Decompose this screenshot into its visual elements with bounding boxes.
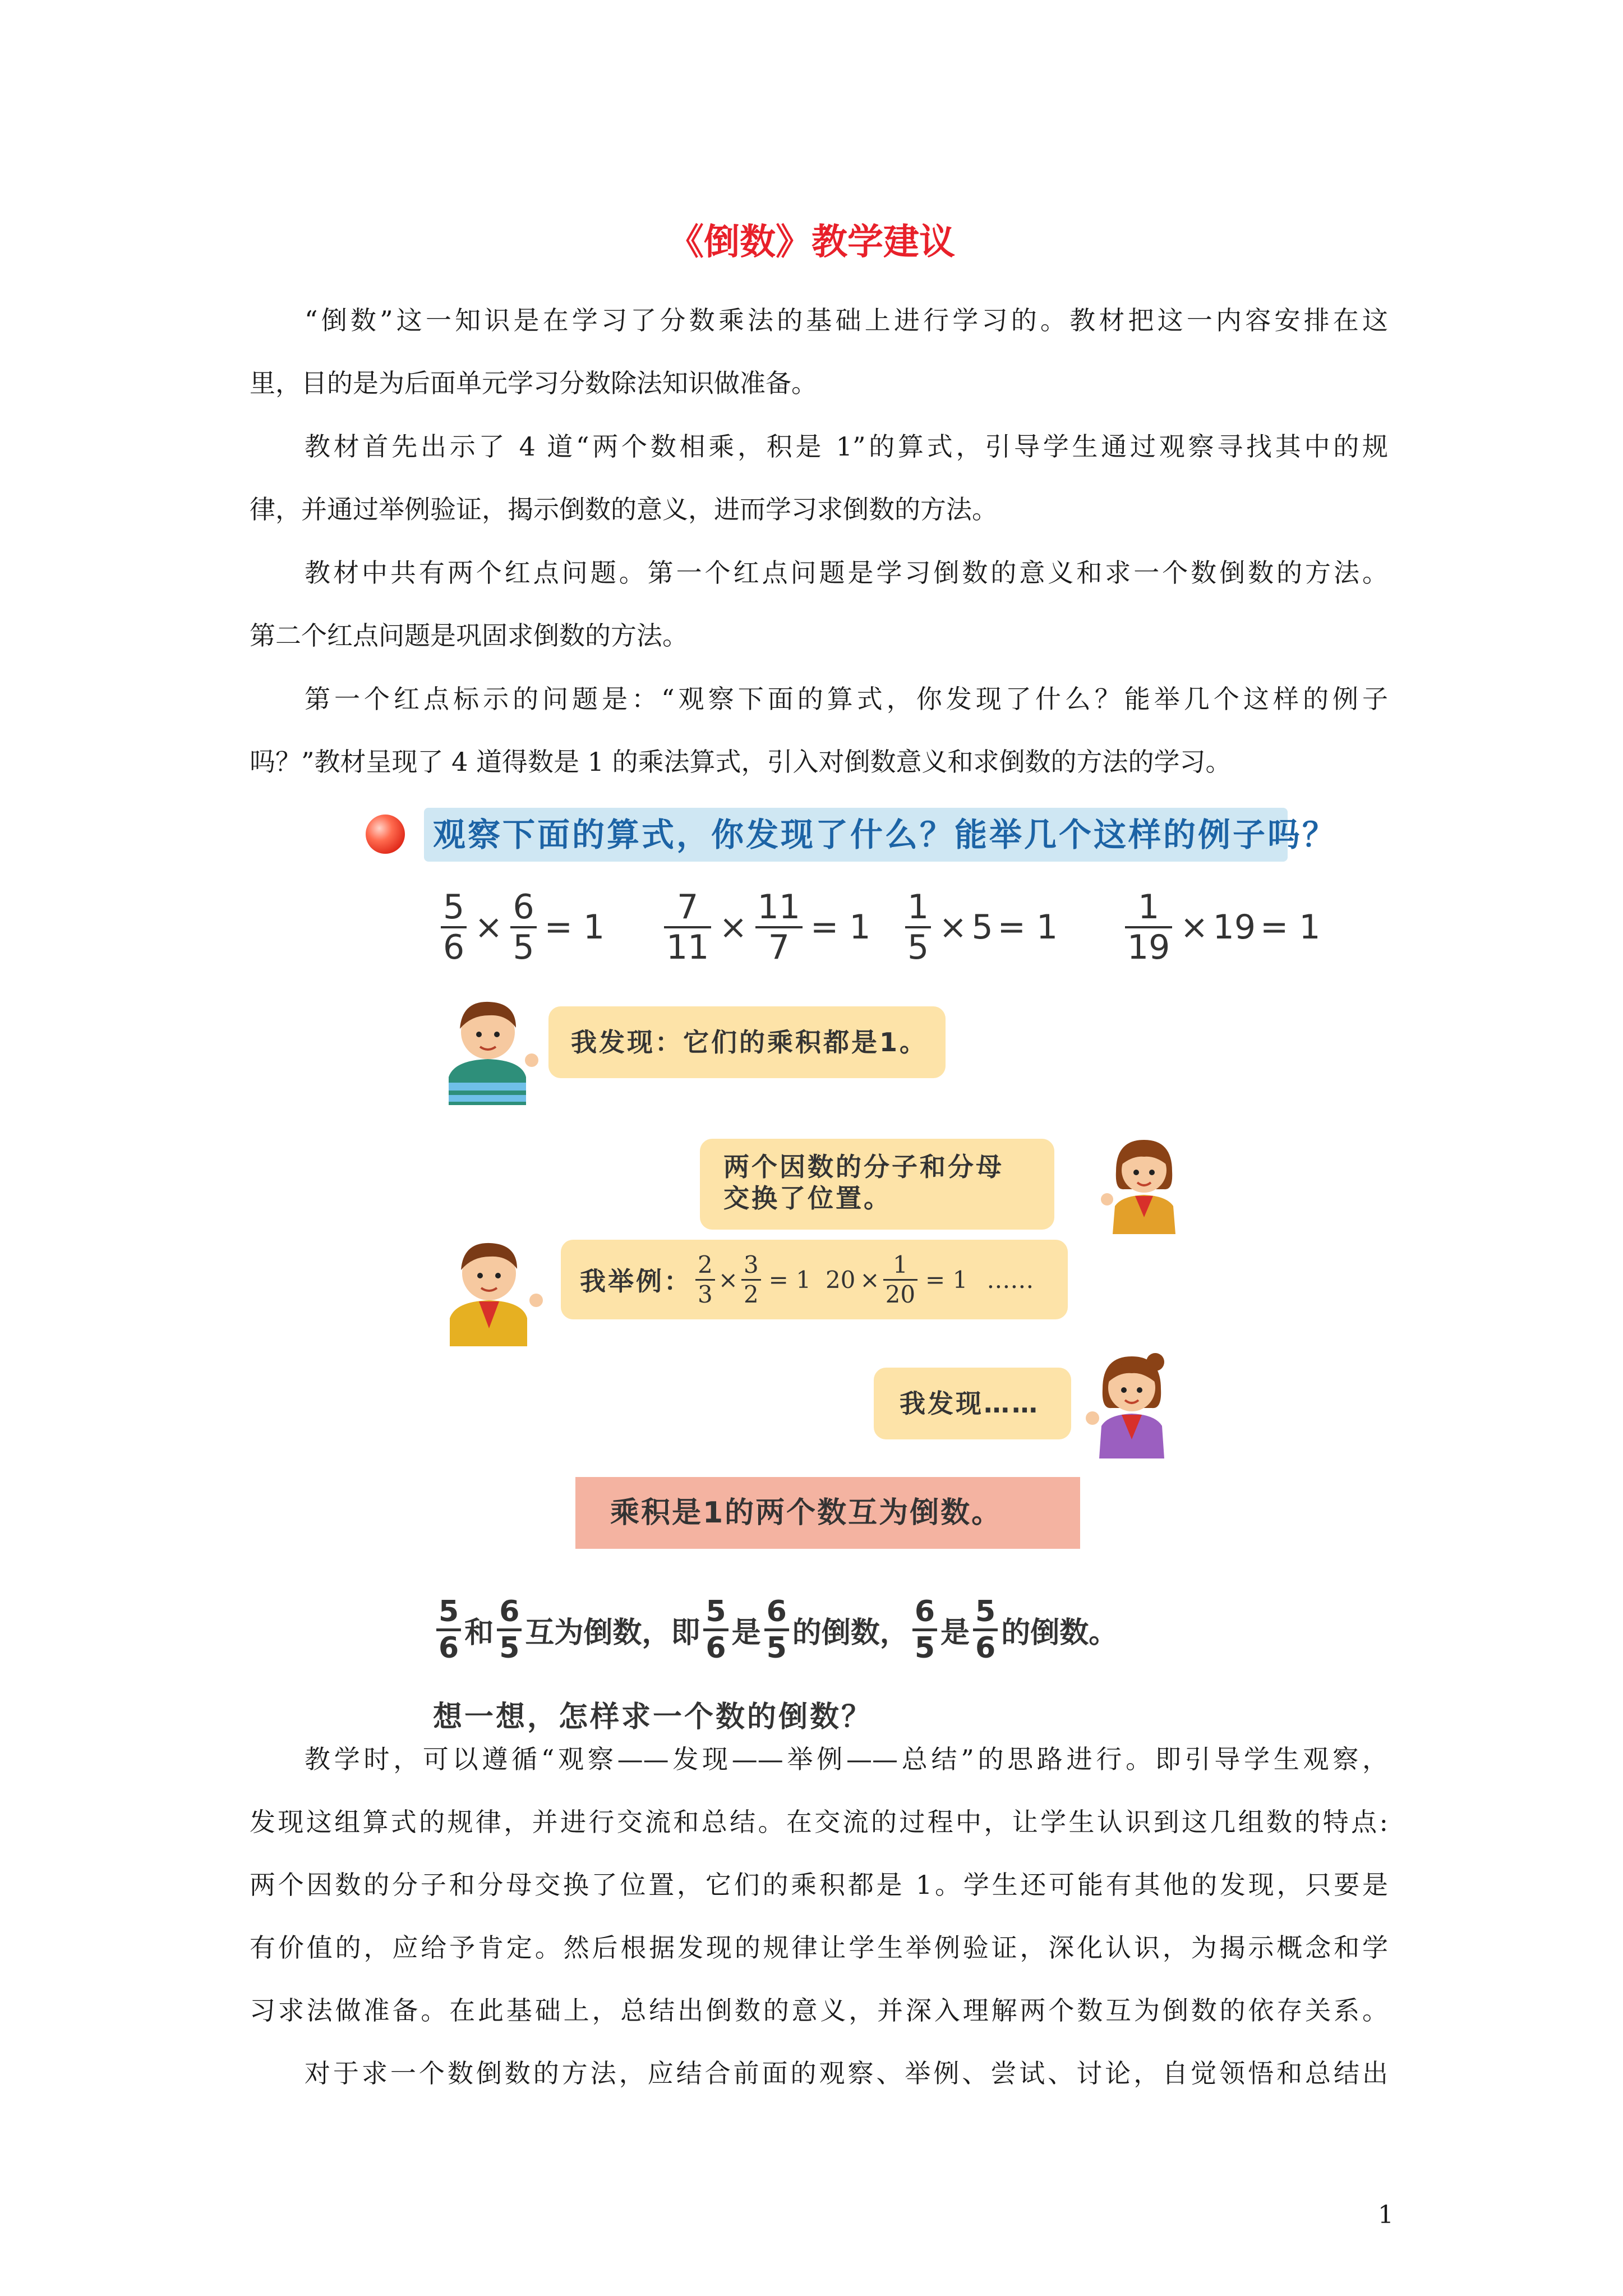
fraction	[1125, 888, 1172, 967]
question-bar: 观察下面的算式，你发现了什么？能举几个这样的例子吗？	[424, 808, 1288, 862]
fraction	[664, 888, 711, 967]
numerator: 1	[892, 1250, 908, 1278]
speech-bubble-1	[548, 1006, 946, 1078]
reciprocal-explanation	[433, 1588, 1118, 1672]
denominator: 6	[443, 928, 465, 967]
explanation-text: 的倒数。	[1001, 1616, 1118, 1650]
paragraph-line: 两个因数的分子和分母交换了位置，它们的乘积都是 1。学生还可能有其他的发现，只要是	[250, 1870, 1388, 1900]
result: = 1	[925, 1266, 968, 1294]
denominator: 11	[666, 928, 709, 967]
denominator: 7	[768, 928, 790, 967]
denominator: 5	[914, 1631, 935, 1665]
explanation-text: 的倒数，	[792, 1616, 909, 1650]
denominator: 3	[698, 1280, 713, 1308]
fraction	[436, 1595, 461, 1665]
textbook-figure	[359, 808, 1338, 1761]
paragraph-line: 对于求一个数倒数的方法，应结合前面的观察、举例、尝试、讨论，自觉领悟和总结出	[305, 2058, 1388, 2088]
boy-character-icon	[437, 993, 538, 1105]
fraction	[883, 1251, 917, 1309]
explanation-text: 是	[731, 1616, 761, 1650]
numerator: 5	[975, 1594, 996, 1628]
paragraph-line: 律，并通过举例验证，揭示倒数的意义，进而学习求倒数的方法。	[250, 494, 998, 524]
think-question: 想一想，怎样求一个数的倒数？	[433, 1700, 873, 1734]
paragraph-line: 教材首先出示了 4 道“两个数相乘，积是 1”的算式，引导学生通过观察寻找其中的规	[305, 431, 1388, 462]
numerator: 5	[706, 1594, 726, 1628]
denominator: 5	[499, 1631, 520, 1665]
numerator: 5	[439, 1594, 459, 1628]
fraction	[741, 1251, 761, 1309]
paragraph-3	[250, 541, 1388, 667]
denominator: 6	[706, 1631, 726, 1665]
girl-character-icon	[1099, 1133, 1189, 1234]
paragraph-line: 教材中共有两个红点问题。第一个红点问题是学习倒数的意义和求一个数倒数的方法。	[305, 558, 1388, 588]
paragraph-line: 发现这组算式的规律，并进行交流和总结。在交流的过程中，让学生认识到这几组数的特点:	[250, 1807, 1388, 1837]
girl-character-icon	[1082, 1346, 1178, 1458]
fraction	[441, 888, 467, 967]
fraction	[695, 1251, 715, 1309]
denominator: 5	[766, 1631, 787, 1665]
fraction	[764, 1595, 789, 1665]
equation	[1122, 880, 1325, 975]
page-number: 1	[1378, 2201, 1394, 2229]
definition-box: 乘积是1的两个数互为倒数。	[575, 1477, 1080, 1549]
numerator: 1	[1138, 887, 1160, 927]
paragraph-line: 第一个红点标示的问题是：“观察下面的算式，你发现了什么？能举几个这样的例子	[305, 684, 1388, 714]
equation	[661, 880, 875, 975]
bubble-text: 两个因数的分子和分母	[723, 1152, 1004, 1182]
paragraph-1	[250, 289, 1388, 415]
numerator: 2	[698, 1250, 713, 1278]
times-sign: ×	[860, 1266, 880, 1294]
fraction	[905, 888, 931, 967]
paragraph-line: 第二个红点问题是巩固求倒数的方法。	[250, 620, 688, 651]
explanation-text: 互为倒数，即	[525, 1616, 700, 1650]
times-sign: ×	[474, 908, 503, 947]
times-sign: ×	[939, 908, 967, 947]
result: = 1	[768, 1266, 811, 1294]
integer: 20	[825, 1266, 856, 1294]
page-title: 《倒数》教学建议	[668, 221, 955, 263]
bubble-text: 交换了位置。	[723, 1183, 892, 1213]
red-dot-icon	[366, 815, 405, 854]
paragraph-line: 里，目的是为后面单元学习分数除法知识做准备。	[250, 368, 817, 398]
explanation-text: 是	[940, 1616, 970, 1650]
bubble-text: 我发现……	[900, 1388, 1040, 1419]
numerator: 6	[513, 887, 534, 927]
paragraph-6	[250, 2042, 1388, 2105]
result: = 1	[810, 908, 871, 947]
paragraph-line: “倒数”这一知识是在学习了分数乘法的基础上进行学习的。教材把这一内容安排在这	[305, 305, 1388, 335]
paragraph-2	[250, 415, 1388, 541]
paragraph-line: 有价值的，应给予肯定。然后根据发现的规律让学生举例验证，深化认识，为揭示概念和学	[250, 1932, 1388, 1963]
numerator: 3	[743, 1250, 759, 1278]
ellipsis: ……	[986, 1266, 1034, 1294]
paragraph-5	[250, 1728, 1388, 2042]
denominator: 2	[743, 1280, 759, 1308]
bubble-text: 我举例：	[580, 1266, 692, 1296]
numerator: 1	[907, 887, 929, 927]
numerator: 6	[914, 1594, 935, 1628]
result: = 1	[997, 908, 1058, 947]
paragraph-line: 吗？”教材呈现了 4 道得数是 1 的乘法算式，引入对倒数意义和求倒数的方法的学习。	[250, 747, 1232, 777]
result: = 1	[1260, 908, 1321, 947]
denominator: 6	[439, 1631, 459, 1665]
example-1	[692, 1251, 1034, 1309]
denominator: 5	[907, 928, 929, 967]
speech-bubble-4	[874, 1368, 1071, 1439]
fraction	[912, 1595, 937, 1665]
integer: 5	[971, 908, 993, 947]
paragraph-line: 习求法做准备。在此基础上，总结出倒数的意义，并深入理解两个数互为倒数的依存关系。	[250, 1995, 1388, 2026]
numerator: 5	[443, 887, 465, 927]
bubble-text: 我发现：它们的乘积都是1。	[571, 1027, 928, 1057]
fraction	[497, 1595, 522, 1665]
equation	[902, 880, 1062, 975]
paragraph-4	[250, 668, 1388, 793]
integer: 19	[1212, 908, 1256, 947]
numerator: 11	[757, 887, 800, 927]
explanation-text: 和	[464, 1616, 494, 1650]
denominator: 19	[1127, 928, 1170, 967]
result: = 1	[544, 908, 605, 947]
times-sign: ×	[1180, 908, 1209, 947]
denominator: 20	[885, 1280, 916, 1308]
equation	[437, 880, 609, 975]
times-sign: ×	[719, 908, 748, 947]
times-sign: ×	[718, 1266, 738, 1294]
speech-bubble-3	[561, 1240, 1068, 1319]
fraction	[755, 888, 803, 967]
fraction	[973, 1595, 998, 1665]
numerator: 6	[499, 1594, 520, 1628]
speech-bubble-2	[700, 1139, 1054, 1230]
paragraph-line: 教学时，可以遵循“观察——发现——举例——总结”的思路进行。即引导学生观察，	[305, 1744, 1388, 1774]
boy-character-icon	[437, 1234, 544, 1346]
denominator: 6	[975, 1631, 996, 1665]
fraction	[703, 1595, 728, 1665]
numerator: 6	[766, 1594, 787, 1628]
fraction	[510, 888, 536, 967]
denominator: 5	[513, 928, 534, 967]
numerator: 7	[677, 887, 699, 927]
